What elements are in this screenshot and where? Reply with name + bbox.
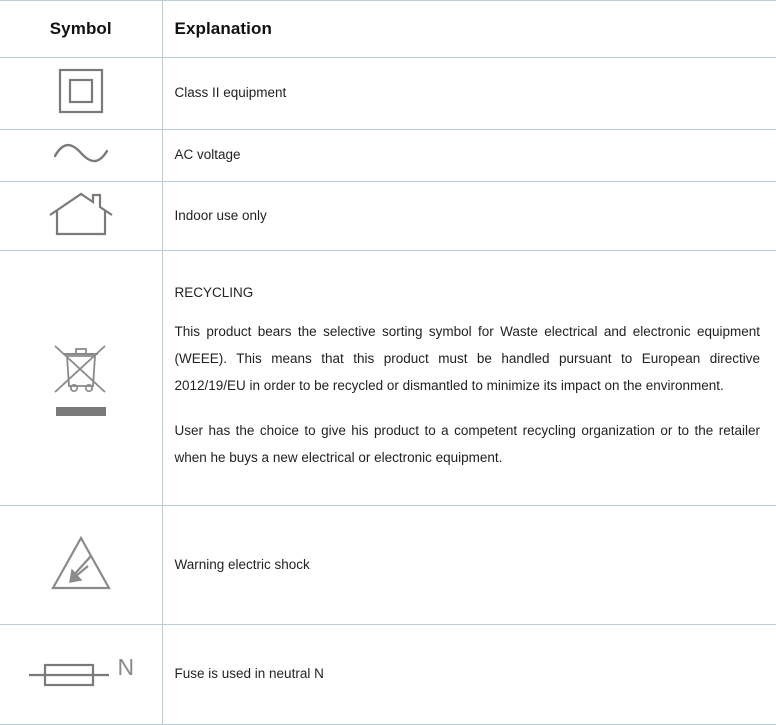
recycling-paragraph-1: This product bears the selective sorting symbol for Waste electrical and electronic equipment (WEEE). This means that this product must be handled pursuant to European directive 2012/19/EU in order to be recycled or dismantled to minimize its impact on the environment. xyxy=(174,324,760,393)
explanation-text: Indoor use only xyxy=(174,207,267,223)
fuse-neutral-icon xyxy=(27,655,111,695)
table-header xyxy=(0,1,776,58)
explanation-text: Fuse is used in neutral N xyxy=(174,666,324,682)
table-row xyxy=(0,130,776,182)
fuse-symbol-group xyxy=(0,654,162,695)
ac-voltage-sine-wave-icon xyxy=(51,140,111,166)
table-row xyxy=(0,625,776,725)
table-body xyxy=(0,58,776,725)
symbol-cell xyxy=(0,58,162,130)
explanation-text: AC voltage xyxy=(174,147,241,163)
symbol-cell xyxy=(0,251,162,506)
explanation-cell xyxy=(162,251,776,506)
column-header-explanation: Explanation xyxy=(162,1,776,58)
recycling-title: RECYCLING xyxy=(174,285,254,300)
explanation-cell xyxy=(162,625,776,725)
table-header-row xyxy=(0,1,776,58)
table-row xyxy=(0,182,776,251)
recycling-paragraph-2: User has the choice to give his product to a competent recycling organization or to the retailer when he buys a new electrical or electronic equipment. xyxy=(174,423,760,465)
column-header-symbol: Symbol xyxy=(0,1,162,58)
class-2-double-square-icon xyxy=(57,67,105,115)
weee-solid-bar xyxy=(56,407,106,416)
warning-electric-shock-triangle-icon xyxy=(50,534,112,592)
table-row xyxy=(0,251,776,506)
explanation-text: Warning electric shock xyxy=(174,556,310,572)
table-row xyxy=(0,506,776,625)
explanation-cell xyxy=(162,182,776,251)
explanation-cell xyxy=(162,58,776,130)
recycling-block xyxy=(175,271,767,485)
fuse-neutral-label: N xyxy=(117,654,135,680)
table-row xyxy=(0,58,776,130)
symbol-cell xyxy=(0,130,162,182)
explanation-cell xyxy=(162,130,776,182)
symbol-cell xyxy=(0,625,162,725)
symbol-cell xyxy=(0,182,162,251)
weee-crossed-out-wheeled-bin-icon xyxy=(51,340,111,398)
explanation-text: Class II equipment xyxy=(174,85,287,101)
explanation-cell xyxy=(162,506,776,625)
indoor-use-house-icon xyxy=(48,191,114,237)
symbol-cell xyxy=(0,506,162,625)
weee-symbol-group xyxy=(0,340,162,416)
